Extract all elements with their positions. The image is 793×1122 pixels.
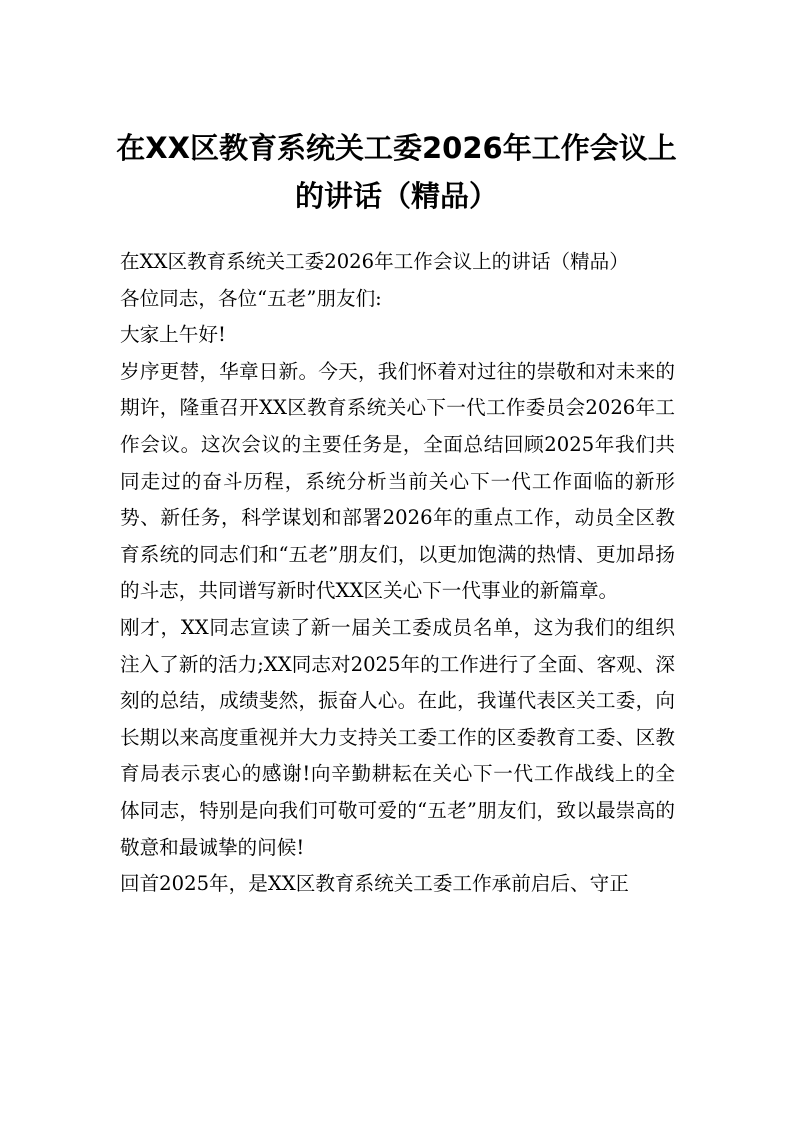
paragraph: 刚才，XX同志宣读了新一届关工委成员名单，这为我们的组织注入了新的活力;XX同志对2025年的工作进行了全面、客观、深刻的总结，成绩斐然，振奋人心。在此，我谨代表区关工委，向长期以来高度重视并大力支持关工委工作的区委教育工委、区教育局表示衷心的感谢!向辛勤耕耘在关心下一代工作战线上的全体同志，特别是向我们可敬可爱的“五老”朋友们，致以最崇高的敬意和最诚挚的问候! [120, 615, 675, 859]
paragraph: 各位同志，各位“五老”朋友们: [120, 286, 382, 310]
paragraph: 岁序更替，华章日新。今天，我们怀着对过往的崇敬和对未来的期许，隆重召开XX区教育系统关心下一代工作委员会2026年工作会议。这次会议的主要任务是，全面总结回顾2025年我们共同走过的奋斗历程，系统分析当前关心下一代工作面临的新形势、新任务，科学谋划和部署2026年的重点工作，动员全区教育系统的同志们和“五老”朋友们，以更加饱满的热情、更加昂扬的斗志，共同谱写新时代XX区关心下一代事业的新篇章。 [120, 359, 675, 603]
document-body [120, 244, 675, 903]
document-title: 在XX区教育系统关工委2026年工作会议上的讲话（精品） [116, 131, 677, 213]
paragraph: 在XX区教育系统关工委2026年工作会议上的讲话（精品） [120, 250, 629, 273]
paragraph: 回首2025年，是XX区教育系统关工委工作承前启后、守正 [120, 872, 629, 896]
paragraph: 大家上午好! [120, 323, 226, 347]
